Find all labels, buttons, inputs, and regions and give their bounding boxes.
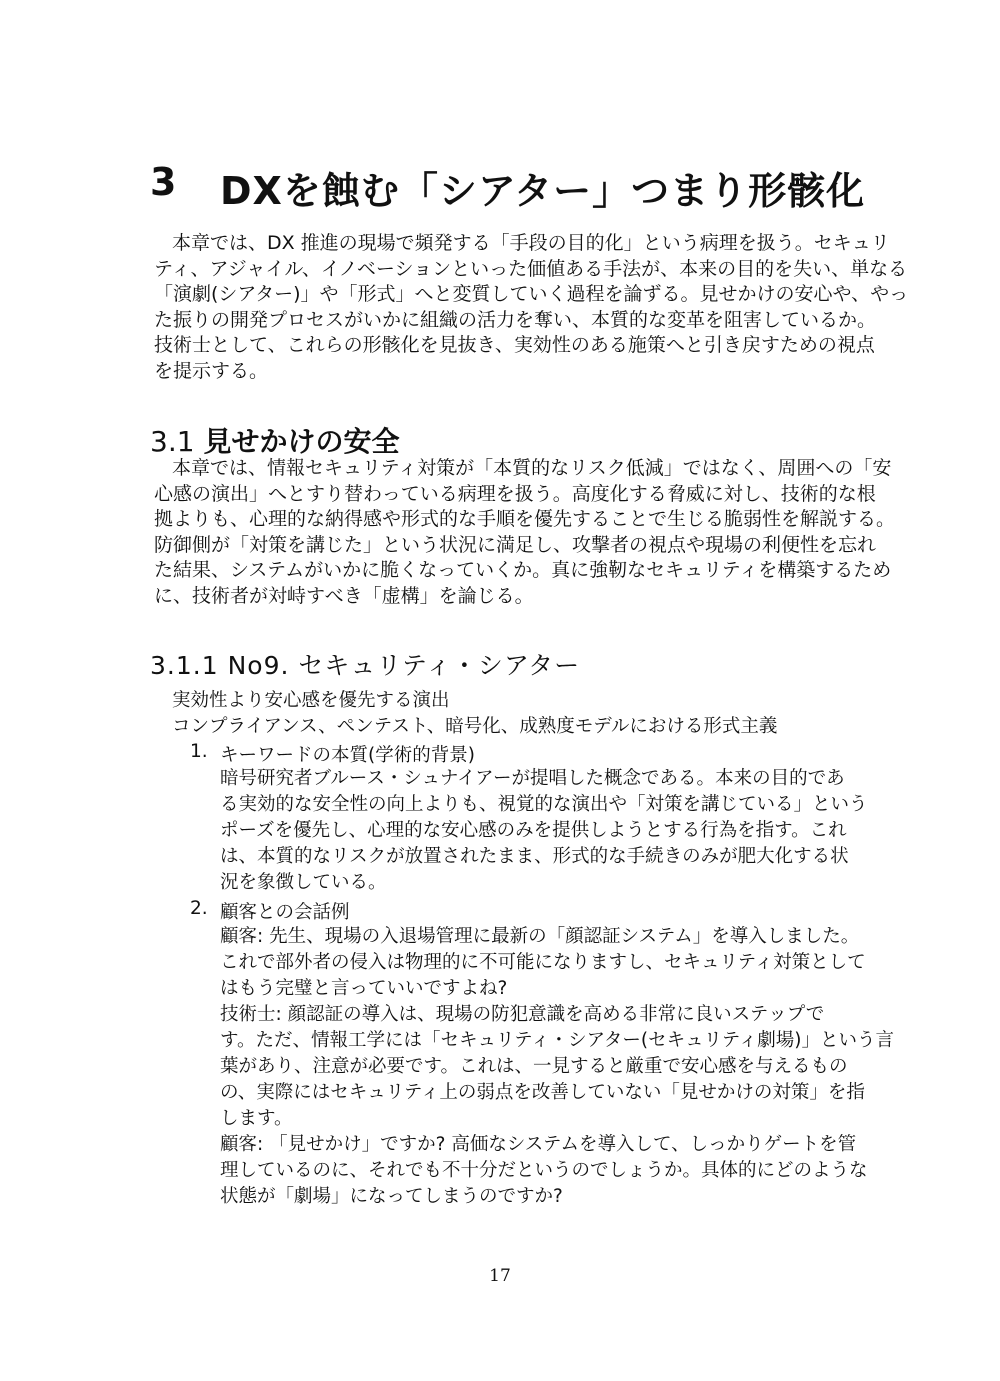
body-line: します。 [220, 1108, 293, 1129]
body-line: 暗号研究者ブルース・シュナイアーが提唱した概念である。本来の目的であ [220, 768, 845, 789]
list-item-heading: 顧客との会話例 [220, 902, 350, 923]
section-line: 拠よりも、心理的な納得感や形式的な手順を優先することで生じる脆弱性を解説する。 [154, 508, 896, 530]
body-line: 況を象徴している。 [220, 872, 387, 893]
body-line: はもう完璧と言っていいですよね? [220, 978, 508, 999]
body-line: 状態が「劇場」になってしまうのですか? [220, 1186, 563, 1207]
list-item-body [220, 924, 894, 1210]
body-line: の、実際にはセキュリティ上の弱点を改善していない「見せかけの対策」を指 [220, 1082, 865, 1103]
section-line: 本章では、情報セキュリティ対策が「本質的なリスク低減」ではなく、周囲への「安 [172, 457, 892, 479]
section-number: 3.1 [150, 425, 195, 458]
chapter-intro [154, 231, 909, 384]
body-line: 葉があり、注意が必要です。これは、一見すると厳重で安心感を与えるもの [220, 1056, 848, 1077]
list-item-number: 1. [190, 741, 208, 762]
section-heading [150, 420, 399, 460]
section-line: 心感の演出」へとすり替わっている病理を扱う。高度化する脅威に対し、技術的な根 [154, 482, 876, 505]
section-body [154, 456, 896, 609]
intro-line: を提示する。 [154, 359, 269, 382]
body-line: 顧客: 先生、現場の入退場管理に最新の「顔認証システム」を導入しました。 [220, 926, 860, 947]
intro-line: 本章では、DX 推進の現場で頻発する「手段の目的化」という病理を扱う。セキュリ [172, 232, 890, 254]
body-line: ポーズを優先し、心理的な安心感のみを提供しようとする行為を指す。これ [220, 820, 847, 841]
page-number: 17 [489, 1266, 511, 1286]
list-item-body [220, 766, 868, 896]
chapter-number: 3 [150, 160, 178, 204]
subsection-number: 3.1.1 [150, 651, 219, 680]
body-line: 技術士: 顔認証の導入は、現場の防犯意識を高める非常に良いステップで [220, 1004, 825, 1025]
body-line: る実効的な安全性の向上よりも、視覚的な演出や「対策を講じている」という [220, 794, 868, 815]
subsection-heading [150, 646, 580, 682]
subsection-title: No9. セキュリティ・シアター [227, 651, 581, 680]
section-title: 見せかけの安全 [203, 425, 400, 458]
body-line: す。ただ、情報工学には「セキュリティ・シアター(セキュリティ劇場)」という言 [220, 1030, 894, 1051]
section-line: に、技術者が対峙すべき「虚構」を論じる。 [154, 584, 534, 607]
intro-line: た振りの開発プロセスがいかに組織の活力を奪い、本質的な変革を阻害しているか。 [154, 308, 877, 331]
body-line: 理しているのに、それでも不十分だというのでしょうか。具体的にどのような [220, 1160, 868, 1181]
intro-line: 「演劇(シアター)」や「形式」へと変質していく過程を論ずる。見せかけの安心や、やっ [154, 283, 909, 305]
body-line: これで部外者の侵入は物理的に不可能になりますし、セキュリティ対策として [220, 952, 866, 973]
chapter-title: DXを蝕む「シアター」つまり形骸化 [220, 169, 866, 213]
subsection-keywords: コンプライアンス、ペンテスト、暗号化、成熟度モデルにおける形式主義 [172, 716, 778, 737]
intro-line: 技術士として、これらの形骸化を見抜き、実効性のある施策へと引き戻すための視点 [154, 334, 875, 356]
body-line: は、本質的なリスクが放置されたまま、形式的な手続きのみが肥大化する状 [220, 846, 849, 867]
list-item-heading: キーワードの本質(学術的背景) [220, 745, 475, 766]
section-line: 防御側が「対策を講じた」という状況に満足し、攻撃者の視点や現場の利便性を忘れ [154, 533, 877, 556]
list-item-number: 2. [190, 898, 208, 919]
body-line: 顧客: 「見せかけ」ですか? 高価なシステムを導入して、しっかりゲートを管 [220, 1134, 857, 1155]
section-line: た結果、システムがいかに脆くなっていくか。真に強靭なセキュリティを構築するため [154, 559, 892, 581]
subsection-tagline: 実効性より安心感を優先する演出 [172, 690, 450, 711]
intro-line: ティ、アジャイル、イノベーションといった価値ある手法が、本来の目的を失い、単なる [154, 257, 908, 280]
